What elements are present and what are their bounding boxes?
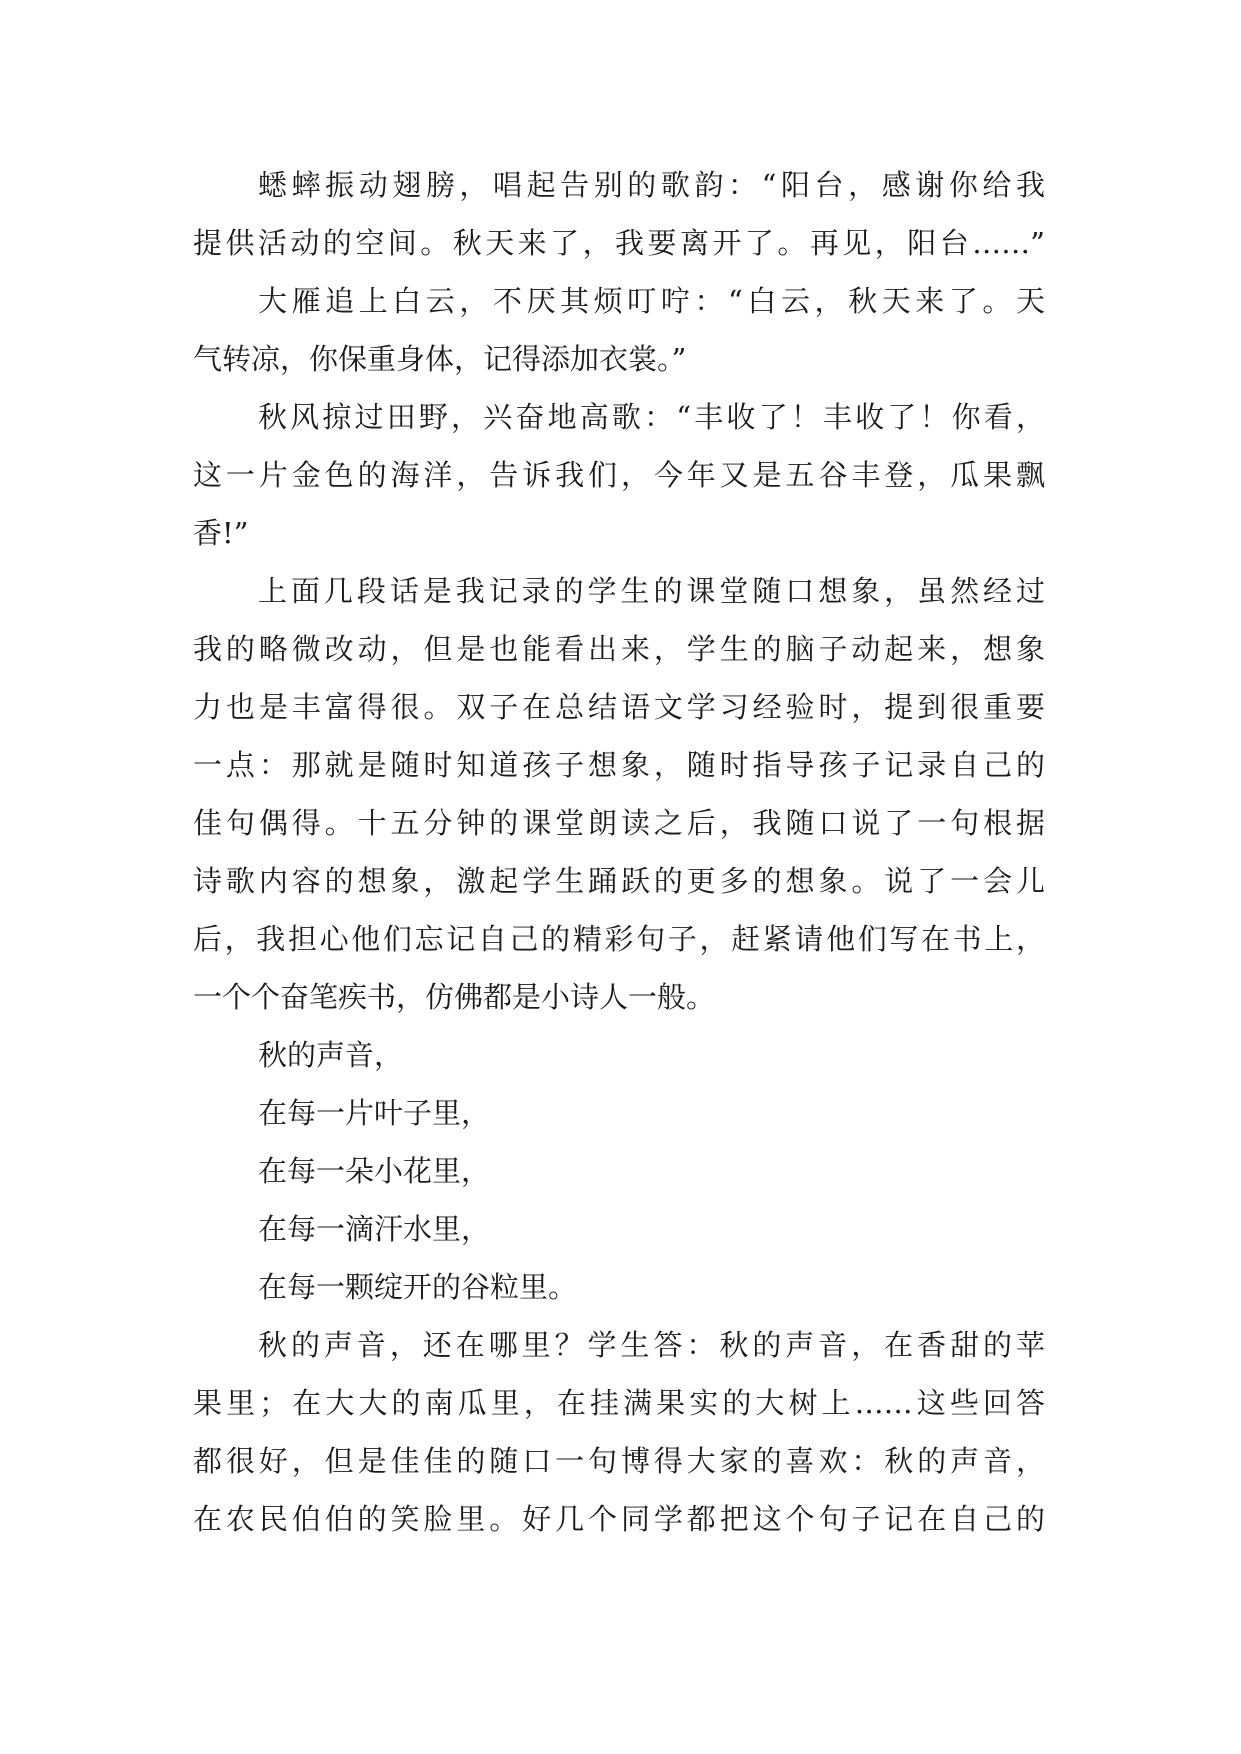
poem-line-content: 在每一颗绽开的谷粒里。 — [258, 1270, 578, 1304]
text-line — [0, 1316, 1241, 1374]
text-line-content: 大雁追上白云，不厌其烦叮咛：“白云，秋天来了。天 — [258, 284, 1045, 318]
poem-line — [0, 1026, 1241, 1084]
text-line-content: 香!” — [193, 516, 249, 550]
text-line-content: 这一片金色的海洋，告诉我们，今年又是五谷丰登，瓜果飘 — [193, 458, 1045, 492]
poem-line — [0, 1258, 1241, 1316]
text-line — [0, 562, 1241, 620]
text-line — [0, 736, 1241, 794]
text-line — [0, 156, 1241, 214]
text-line-content: 秋风掠过田野，兴奋地高歌：“丰收了！丰收了！你看， — [258, 400, 1045, 434]
poem-line-content: 秋的声音， — [258, 1038, 404, 1072]
text-line — [0, 852, 1241, 910]
text-line — [0, 446, 1241, 504]
text-line — [0, 968, 1241, 1026]
text-line-content: 上面几段话是我记录的学生的课堂随口想象，虽然经过 — [258, 574, 1045, 608]
text-line-content: 都很好，但是佳佳的随口一句博得大家的喜欢：秋的声音， — [193, 1444, 1045, 1478]
poem-line-content: 在每一滴汗水里， — [258, 1212, 491, 1246]
text-line-content: 一点：那就是随时知道孩子想象，随时指导孩子记录自己的 — [193, 748, 1045, 782]
text-line-content: 一个个奋笔疾书，仿佛都是小诗人一般。 — [193, 980, 716, 1014]
text-line-content: 佳句偶得。十五分钟的课堂朗读之后，我随口说了一句根据 — [193, 806, 1045, 840]
text-line-content: 提供活动的空间。秋天来了，我要离开了。再见，阳台……” — [193, 226, 1045, 260]
poem-line — [0, 1084, 1241, 1142]
text-line — [0, 794, 1241, 852]
text-line-content: 诗歌内容的想象，激起学生踊跃的更多的想象。说了一会儿 — [193, 864, 1045, 898]
poem-line-content: 在每一片叶子里， — [258, 1096, 491, 1130]
text-line — [0, 388, 1241, 446]
text-line-content: 果里；在大大的南瓜里，在挂满果实的大树上……这些回答 — [193, 1386, 1045, 1420]
poem-line — [0, 1142, 1241, 1200]
poem-line — [0, 1200, 1241, 1258]
text-line-content: 我的略微改动，但是也能看出来，学生的脑子动起来，想象 — [193, 632, 1045, 666]
text-line-content: 蟋蟀振动翅膀，唱起告别的歌韵：“阳台，感谢你给我 — [258, 168, 1045, 202]
text-line — [0, 1490, 1241, 1548]
text-line — [0, 272, 1241, 330]
poem-line-content: 在每一朵小花里， — [258, 1154, 491, 1188]
text-line-content: 力也是丰富得很。双子在总结语文学习经验时，提到很重要 — [193, 690, 1045, 724]
text-line — [0, 330, 1241, 388]
text-line-content: 气转凉，你保重身体，记得添加衣裳。” — [193, 342, 687, 376]
text-line — [0, 1374, 1241, 1432]
text-line — [0, 1432, 1241, 1490]
text-line-content: 秋的声音，还在哪里？学生答：秋的声音，在香甜的苹 — [258, 1328, 1045, 1362]
text-line-content: 在农民伯伯的笑脸里。好几个同学都把这个句子记在自己的 — [193, 1502, 1045, 1536]
text-line — [0, 214, 1241, 272]
text-line — [0, 620, 1241, 678]
text-line-content: 后，我担心他们忘记自己的精彩句子，赶紧请他们写在书上， — [193, 922, 1045, 956]
text-line — [0, 910, 1241, 968]
text-line — [0, 504, 1241, 562]
text-line — [0, 678, 1241, 736]
